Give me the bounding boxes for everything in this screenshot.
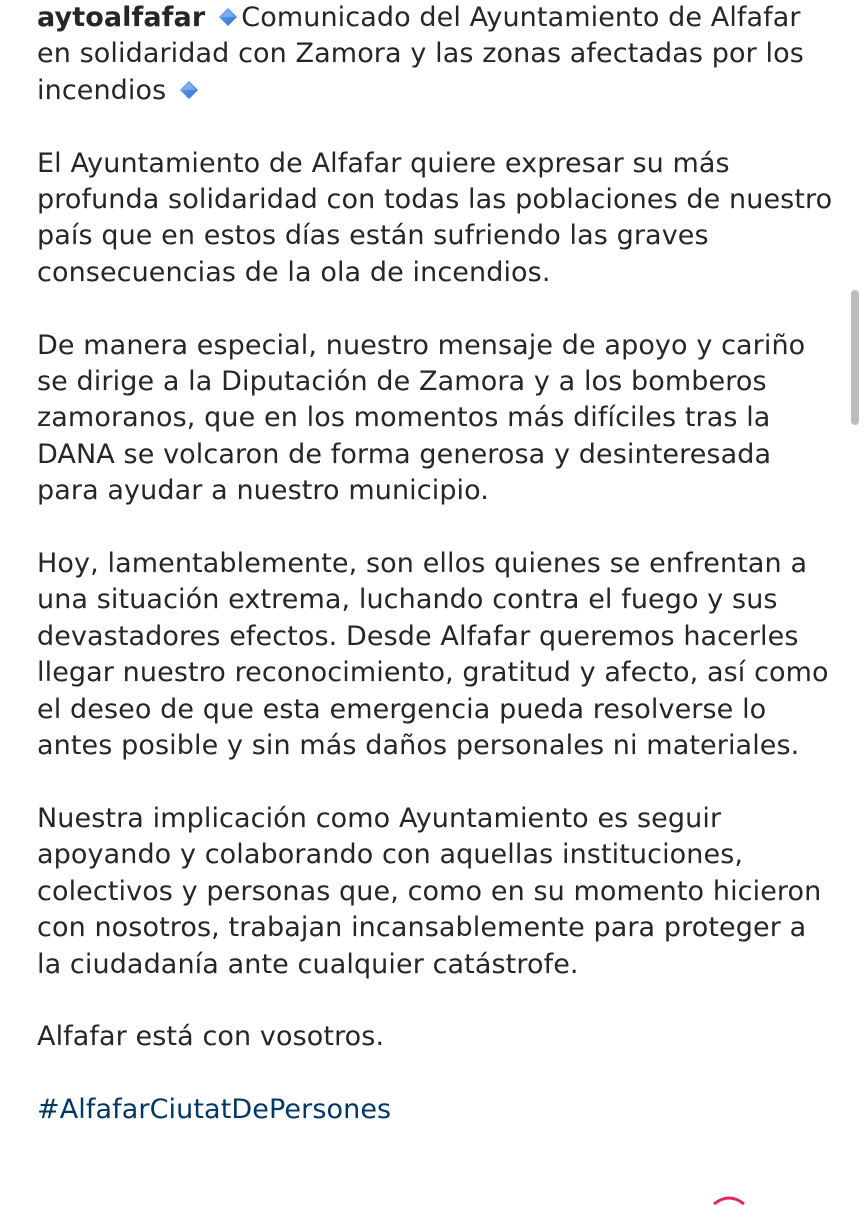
caption-heading: [37, 0, 837, 109]
post-caption: [37, 0, 837, 1165]
notification-icon: [712, 1194, 746, 1206]
caption-hashtags: [37, 1092, 837, 1128]
username-link[interactable]: aytoalfafar: [37, 2, 206, 33]
scrollbar-thumb[interactable]: [851, 290, 859, 425]
hashtag-link[interactable]: #AlfafarCiutatDePersones: [37, 1094, 392, 1126]
blue-diamond-icon: [219, 8, 237, 26]
caption-paragraph: El Ayuntamiento de Alfafar quiere expresar su más profunda solidaridad con todas las poblaciones de nuestro país que en estos días están sufriendo las graves consecuencias de la ola de incendios.: [37, 147, 833, 288]
caption-paragraph: Alfafar está con vosotros.: [37, 1021, 385, 1053]
caption-title: Comunicado del Ayuntamiento de Alfafar en solidaridad con Zamora y las zonas afectadas por los incendios: [37, 2, 804, 106]
caption-paragraph: De manera especial, nuestro mensaje de apoyo y cariño se dirige a la Diputación de Zamora y a los bomberos zamoranos, que en los momentos más difíciles tras la DANA se volcaron de forma generosa y desinteresada para ayudar a nuestro municipio.: [37, 329, 806, 507]
blue-diamond-icon: [180, 81, 198, 99]
caption-paragraph: Nuestra implicación como Ayuntamiento es seguir apoyando y colaborando con aquellas instituciones, colectivos y personas que, como en su momento hicieron con nosotros, trabajan incansablemente para proteger a la ciudadanía ante cualquier catástrofe.: [37, 802, 822, 980]
caption-paragraph: Hoy, lamentablemente, son ellos quienes se enfrentan a una situación extrema, luchando contra el fuego y sus devastadores efectos. Desde Alfafar queremos hacerles llegar nuestro reconocimiento, gratitud y afecto, así como el deseo de que esta emergencia pueda resolverse lo antes posible y sin más daños personales ni materiales.: [37, 548, 829, 762]
